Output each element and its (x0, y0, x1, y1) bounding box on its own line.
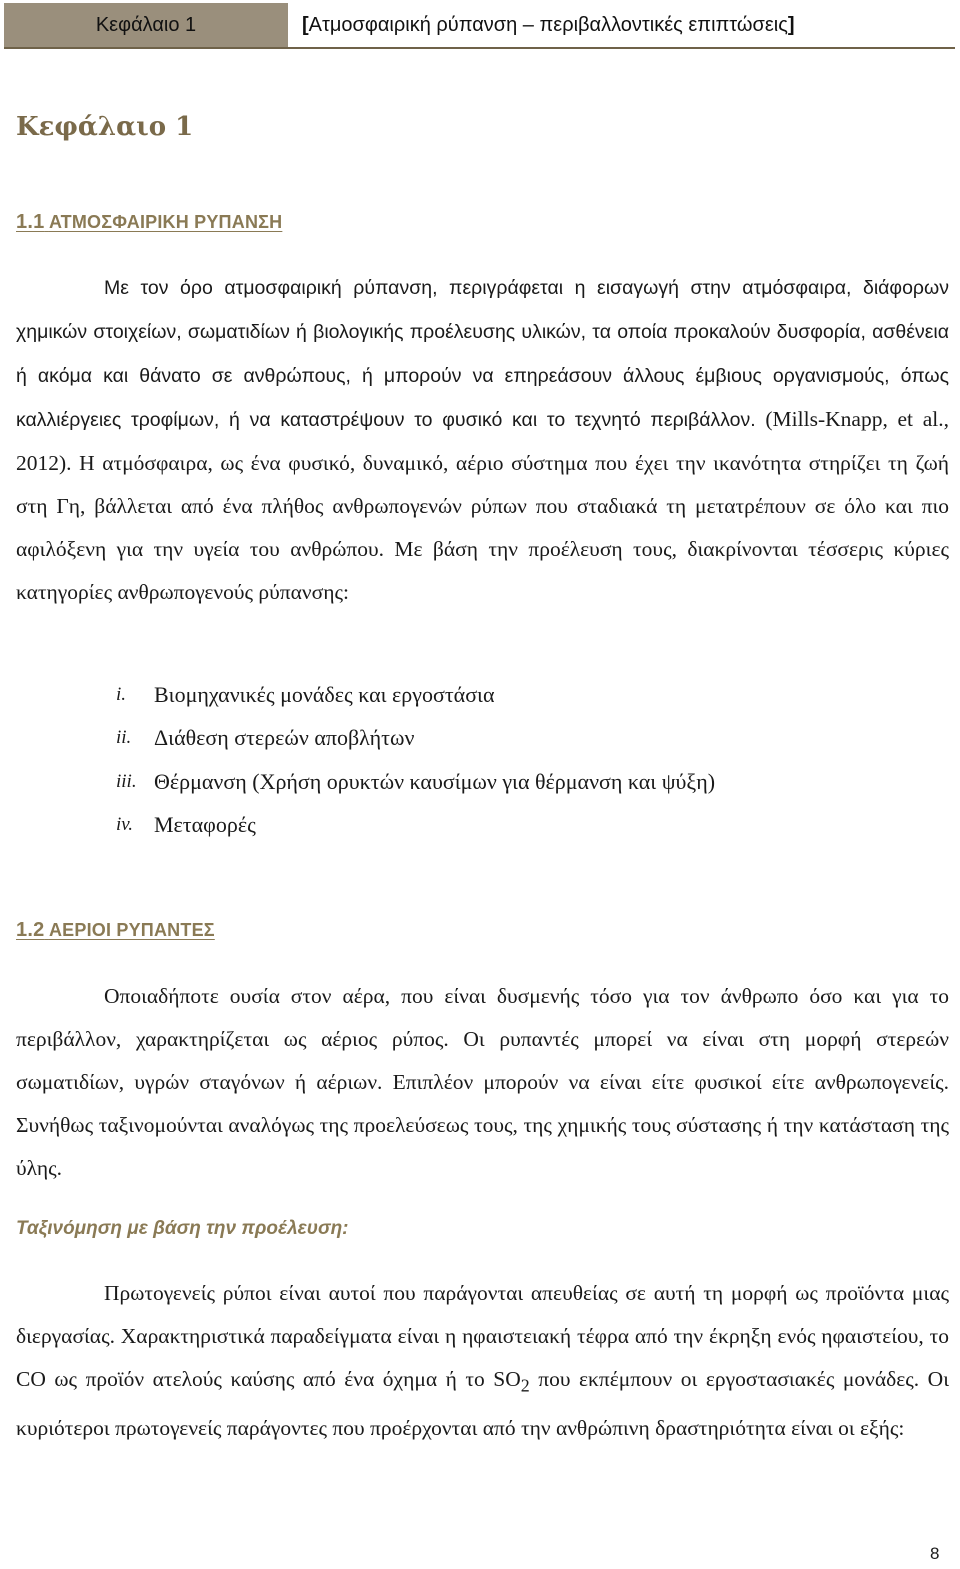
header-bracket-close: ] (787, 13, 795, 36)
list-item-text: Βιομηχανικές μονάδες και εργοστάσια (154, 681, 495, 707)
pollution-categories-list (16, 673, 916, 847)
header-bracket-open: [ (302, 13, 309, 36)
paragraph-primary-pollutants (16, 1272, 949, 1450)
list-item (16, 717, 916, 761)
list-marker: i. (116, 683, 127, 705)
list-item (16, 760, 916, 804)
list-item-text: Διάθεση στερεών αποβλήτων (154, 725, 415, 751)
page-header (4, 3, 955, 49)
list-item-text: Μεταφορές (154, 812, 256, 838)
classification-subheading: Ταξινόμηση με βάση την προέλευση: (16, 1218, 349, 1239)
list-marker: iii. (116, 770, 137, 792)
header-chapter-tab: Κεφάλαιο 1 (4, 3, 288, 47)
paragraph-text: (Mills-Knapp, et al., 2012). Η ατμόσφαιρα, ως ένα φυσικό, δυναμικό, αέριο σύστημα που έχει την ικανότητα στηρίζει τη ζωή στη Γη, βάλλεται από ένα πλήθος ανθρωπογενών ρύπων που σταδιακά τη μετατρέπουν σε όλο και πιο αφιλόξενη για την υγεία του ανθρώπου. Με βάση την προέλευση τους, διακρίνονται τέσσερις κύριες κατηγορίες ανθρωπογενούς ρύπανσης: (16, 407, 949, 604)
list-item (16, 673, 916, 717)
page-number: 8 (930, 1544, 940, 1563)
section-title: ΑΕΡΙΟΙ ΡΥΠΑΝΤΕΣ (48, 920, 215, 940)
chapter-heading: Κεφάλαιο 1 (16, 112, 194, 142)
section-title: ΑΤΜΟΣΦΑΙΡΙΚΗ ΡΥΠΑΝΣΗ (48, 212, 283, 232)
subscript: 2 (520, 1375, 530, 1396)
list-marker: ii. (116, 727, 132, 749)
paragraph-text: Με τον όρο ατμοσφαιρική ρύπανση, περιγράφεται η εισαγωγή στην ατμόσφαιρα, διάφορων χημικών στοιχείων, σωματιδίων ή βιολογικής προέλευσης υλικών, τα οποία προκαλούν δυσφορία, ασθένεια ή ακόμα και θάνατο σε ανθρώπους, ή μπορούν να επηρεάσουν άλλους έμβιους οργανισμούς, όπως καλλιέργειες τροφίμων, ή να καταστρέψουν το φυσικό και το τεχνητό περιβάλλον. (16, 277, 949, 431)
header-title-text: Ατμοσφαιρική ρύπανση – περιβαλλοντικές επιπτώσεις (308, 13, 788, 36)
section-number: 1.2 (16, 919, 45, 941)
section-heading-1-1 (16, 211, 282, 234)
list-item (16, 804, 916, 848)
paragraph-gaseous-pollutants: Οποιαδήποτε ουσία στον αέρα, που είναι δυσμενής τόσο για τον άνθρωπο όσο και για το περιβάλλον, χαρακτηρίζεται ως αέριος ρύπος. Οι ρυπαντές μπορεί να είναι στη μορφή στερεών σωματιδίων, υγρών σταγόνων ή αέριων. Επιπλέον μπορούν να είναι είτε φυσικοί είτε ανθρωπογενείς. Συνήθως ταξινομούνται αναλόγως της προελεύσεως τους, της χημικής τους σύστασης ή την κατάσταση της ύλης. (16, 984, 949, 1180)
list-item-text: Θέρμανση (Χρήση ορυκτών καυσίμων για θέρμανση και ψύξη) (154, 768, 716, 794)
paragraph-air-pollution (16, 266, 949, 614)
paragraph-text: που εκπέμπουν οι εργοστασιακές μονάδες. Οι κυριότεροι πρωτογενείς παράγοντες που προέρχονται από την ανθρώπινη δραστηριότητα είναι οι εξής: (16, 1367, 949, 1441)
section-heading-1-2 (16, 919, 215, 942)
paragraph-text: Πρωτογενείς ρύποι είναι αυτοί που παράγονται απευθείας σε αυτή τη μορφή ως προϊόντα μιας διεργασίας. Χαρακτηριστικά παραδείγματα είναι η ηφαιστειακή τέφρα από την έκρηξη ενός ηφαιστείου, το CO ως προϊόν ατελούς καύσης από ένα όχημα ή το SO (16, 1281, 949, 1391)
section-number: 1.1 (16, 211, 45, 233)
header-title (302, 3, 795, 47)
list-marker: iv. (116, 814, 134, 836)
